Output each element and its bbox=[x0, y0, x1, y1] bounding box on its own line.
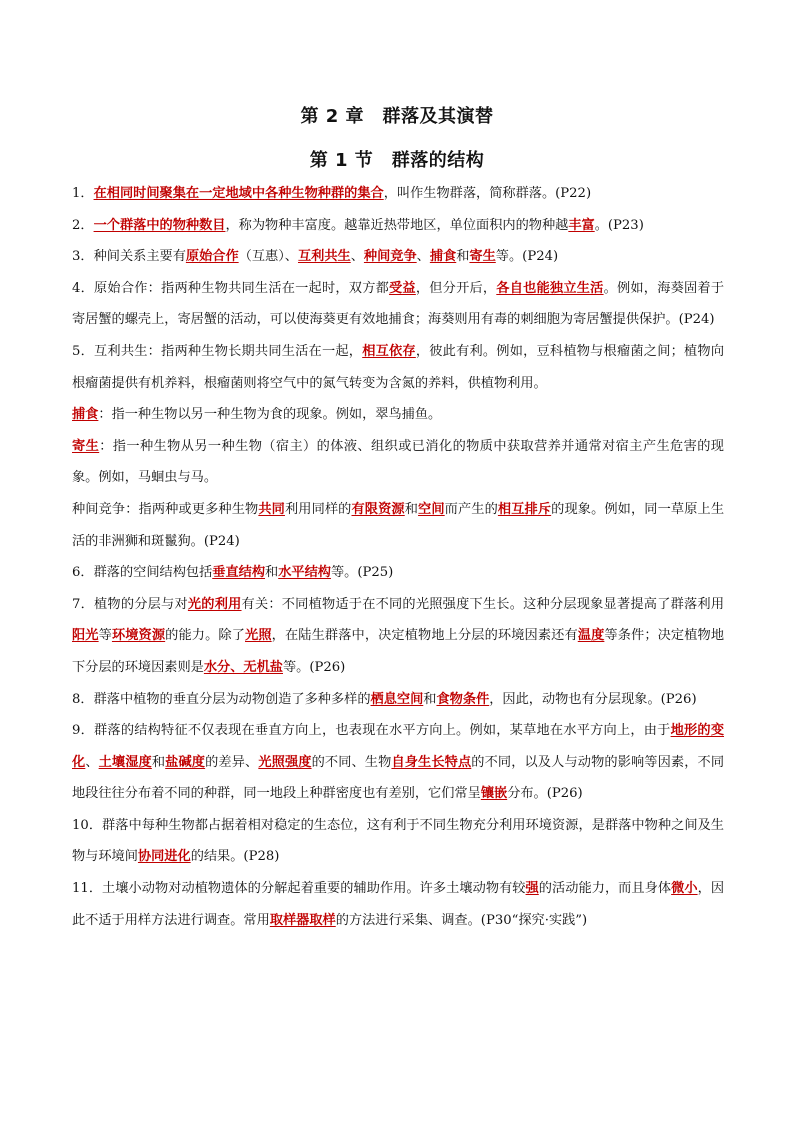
key-term: 种间竞争 bbox=[363, 249, 417, 265]
chapter-title: 第 2 章 群落及其演替 bbox=[300, 106, 494, 127]
paragraph bbox=[72, 431, 724, 494]
key-term: 水分、无机盐 bbox=[203, 659, 283, 675]
paragraph-text: 和 bbox=[265, 565, 279, 581]
paragraph-text: 4．原始合作：指两种生物共同生活在一起时，双方都 bbox=[72, 280, 390, 296]
paragraph-text: 和 bbox=[456, 249, 470, 265]
paragraph-text: ：指一种生物从另一种生物（宿主）的体液、组织或已消化的物质中获取营养并通常对宿主产生危害的现象。例如，马蛔虫与马。 bbox=[72, 438, 724, 486]
paragraph-text: 1． bbox=[72, 186, 94, 201]
paragraph-text: 。例如，海葵固着于寄居蟹的螺壳上，寄居蟹的活动，可以使海葵更有效地捕食；海葵则用有毒的刺细胞为寄居蟹提供保护。(P24) bbox=[72, 280, 725, 328]
key-term: 自身生长特点 bbox=[391, 754, 472, 770]
paragraph bbox=[72, 210, 724, 242]
paragraph-text: 而产生的 bbox=[444, 501, 498, 517]
key-term: 捕食 bbox=[429, 249, 457, 265]
paragraph-text: 、 bbox=[85, 754, 99, 770]
key-term: 在相同时间聚集在一定地域中各种生物种群的集合 bbox=[93, 186, 384, 201]
key-term: 光照 bbox=[245, 628, 272, 644]
paragraph-text: 等 bbox=[98, 628, 112, 644]
key-term: 光照强度 bbox=[258, 754, 312, 770]
key-term: 温度 bbox=[577, 628, 605, 644]
key-term: 水平结构 bbox=[278, 565, 331, 581]
section-title: 第 1 节 群落的结构 bbox=[309, 150, 485, 171]
paragraph-text: 8．群落中植物的垂直分层为动物创造了多种多样的 bbox=[72, 691, 371, 707]
key-term: 强 bbox=[525, 881, 539, 897]
key-term: 丰富 bbox=[568, 217, 595, 233]
paragraph-text: 5．互利共生：指两种生物长期共同生活在一起， bbox=[72, 343, 363, 359]
paragraph bbox=[72, 715, 724, 810]
paragraph bbox=[72, 810, 724, 873]
paragraph-text: 等。(P25) bbox=[330, 565, 394, 581]
paragraph-text: 和 bbox=[404, 501, 419, 517]
paragraph-text: 的能力。除了 bbox=[165, 628, 246, 644]
key-term: 垂直结构 bbox=[212, 565, 266, 581]
key-term: 协同进化 bbox=[137, 849, 191, 865]
paragraph-text: 7．植物的分层与对 bbox=[72, 596, 188, 612]
paragraph-text: 的现象。例如，同一草原上生活的非洲狮和斑鬣狗。(P24) bbox=[72, 501, 725, 549]
paragraph-text: 分布。(P26) bbox=[507, 786, 583, 802]
paragraph bbox=[72, 684, 724, 716]
paragraph-text: （互惠）、 bbox=[238, 249, 298, 265]
key-term: 微小 bbox=[671, 881, 698, 897]
key-term: 空间 bbox=[418, 501, 445, 517]
key-term: 食物条件 bbox=[436, 691, 490, 707]
paragraph-text: 的方法进行采集、调查。(P30“探究·实践”) bbox=[335, 912, 588, 928]
paragraph bbox=[72, 241, 724, 273]
paragraph-text: 、 bbox=[416, 249, 430, 265]
key-term: 阳光 bbox=[72, 628, 99, 644]
paragraph-text: 。(P23) bbox=[594, 217, 644, 233]
paragraph-text: 和 bbox=[423, 691, 437, 707]
paragraph-text: ，称为物种丰富度。越靠近热带地区，单位面积内的物种越 bbox=[225, 217, 569, 233]
key-term: 环境资源 bbox=[111, 628, 166, 644]
key-term: 捕食 bbox=[72, 407, 99, 423]
paragraph bbox=[72, 873, 724, 936]
paragraph-text: 的活动能力，而且身体 bbox=[538, 881, 672, 897]
paragraph-text: 10．群落中每种生物都占据着相对稳定的生态位，这有利于不同生物充分利用环境资源，是群落中物种之间及生物与环境间 bbox=[72, 817, 724, 865]
paragraph bbox=[72, 494, 724, 557]
key-term: 寄生 bbox=[72, 438, 100, 454]
paragraph-text: 11．土壤小动物对动植物遗体的分解起着重要的辅助作用。许多土壤动物有较 bbox=[72, 881, 526, 897]
paragraph-text: 有关：不同植物适于在不同的光照强度下生长。这种分层现象显著提高了群落利用 bbox=[241, 596, 725, 612]
paragraph bbox=[72, 178, 724, 210]
paragraph-text: 的结果。(P28) bbox=[190, 849, 280, 865]
paragraph-text: 等。(P24) bbox=[495, 249, 559, 265]
paragraph-text: ：指一种生物以另一种生物为食的现象。例如，翠鸟捕鱼。 bbox=[98, 407, 442, 423]
paragraph-text: 6．群落的空间结构包括 bbox=[72, 565, 213, 581]
key-term: 盐碱度 bbox=[165, 754, 206, 770]
paragraph-text: 利用同样的 bbox=[284, 501, 352, 517]
paragraph-text: 、 bbox=[350, 249, 364, 265]
key-term: 取样器取样 bbox=[269, 912, 336, 928]
paragraph-text: 9．群落的结构特征不仅表现在垂直方向上，也表现在水平方向上。例如，某草地在水平方向上，由于 bbox=[72, 723, 671, 739]
key-term: 寄生 bbox=[469, 249, 496, 265]
key-term: 互利共生 bbox=[297, 249, 351, 265]
paragraph-text: 的差异、 bbox=[205, 754, 259, 770]
key-term: 有限资源 bbox=[351, 501, 405, 517]
paragraph bbox=[72, 399, 724, 431]
key-term: 相互依存 bbox=[362, 343, 416, 359]
key-term: 土壤湿度 bbox=[98, 754, 152, 770]
key-term: 地形的变化 bbox=[72, 723, 725, 770]
key-term: 共同 bbox=[258, 501, 285, 517]
key-term: 各自也能独立生活 bbox=[496, 280, 604, 296]
key-term: 一个群落中的物种数目 bbox=[93, 217, 226, 233]
paragraph bbox=[72, 273, 724, 336]
paragraph-text: ，叫作生物群落，简称群落。(P22) bbox=[383, 186, 592, 201]
paragraph-text: 和 bbox=[151, 754, 166, 770]
key-term: 光的利用 bbox=[187, 596, 242, 612]
paragraph-text: 3．种间关系主要有 bbox=[72, 249, 186, 265]
paragraph-text: ，因此，动物也有分层现象。(P26) bbox=[489, 691, 697, 707]
key-term: 相互排斥 bbox=[497, 501, 552, 517]
key-term: 原始合作 bbox=[185, 249, 239, 265]
paragraph-text: 的不同、生物 bbox=[311, 754, 392, 770]
paragraph-text: ，因此不适于用样方法进行调查。常用 bbox=[72, 881, 725, 928]
paragraph-text: ，在陆生群落中，决定植物地上分层的环境因素还有 bbox=[271, 628, 578, 644]
key-term: 镶嵌 bbox=[480, 786, 508, 802]
paragraph bbox=[72, 589, 724, 684]
paragraph bbox=[72, 336, 724, 399]
paragraph-text: ，但分开后， bbox=[415, 280, 497, 296]
paragraph-text: 等条件；决定植物地下分层的环境因素则是 bbox=[72, 628, 725, 675]
paragraph-text: 的不同，以及人与动物的影响等因素，不同地段往往分布着不同的种群，同一地段上种群密度也有差别，它们常呈 bbox=[72, 754, 725, 802]
paragraph-text: 种间竞争：指两种或更多种生物 bbox=[72, 501, 259, 517]
document-body bbox=[72, 178, 724, 936]
paragraph-text: ，彼此有利。例如，豆科植物与根瘤菌之间；植物向根瘤菌提供有机养料，根瘤菌则将空气中的氮气转变为含氮的养料，供植物利用。 bbox=[72, 343, 725, 391]
key-term: 受益 bbox=[389, 280, 416, 296]
paragraph-text: 等。(P26) bbox=[283, 659, 346, 675]
paragraph-text: 2． bbox=[72, 217, 94, 233]
paragraph bbox=[72, 557, 724, 589]
key-term: 栖息空间 bbox=[370, 691, 424, 707]
